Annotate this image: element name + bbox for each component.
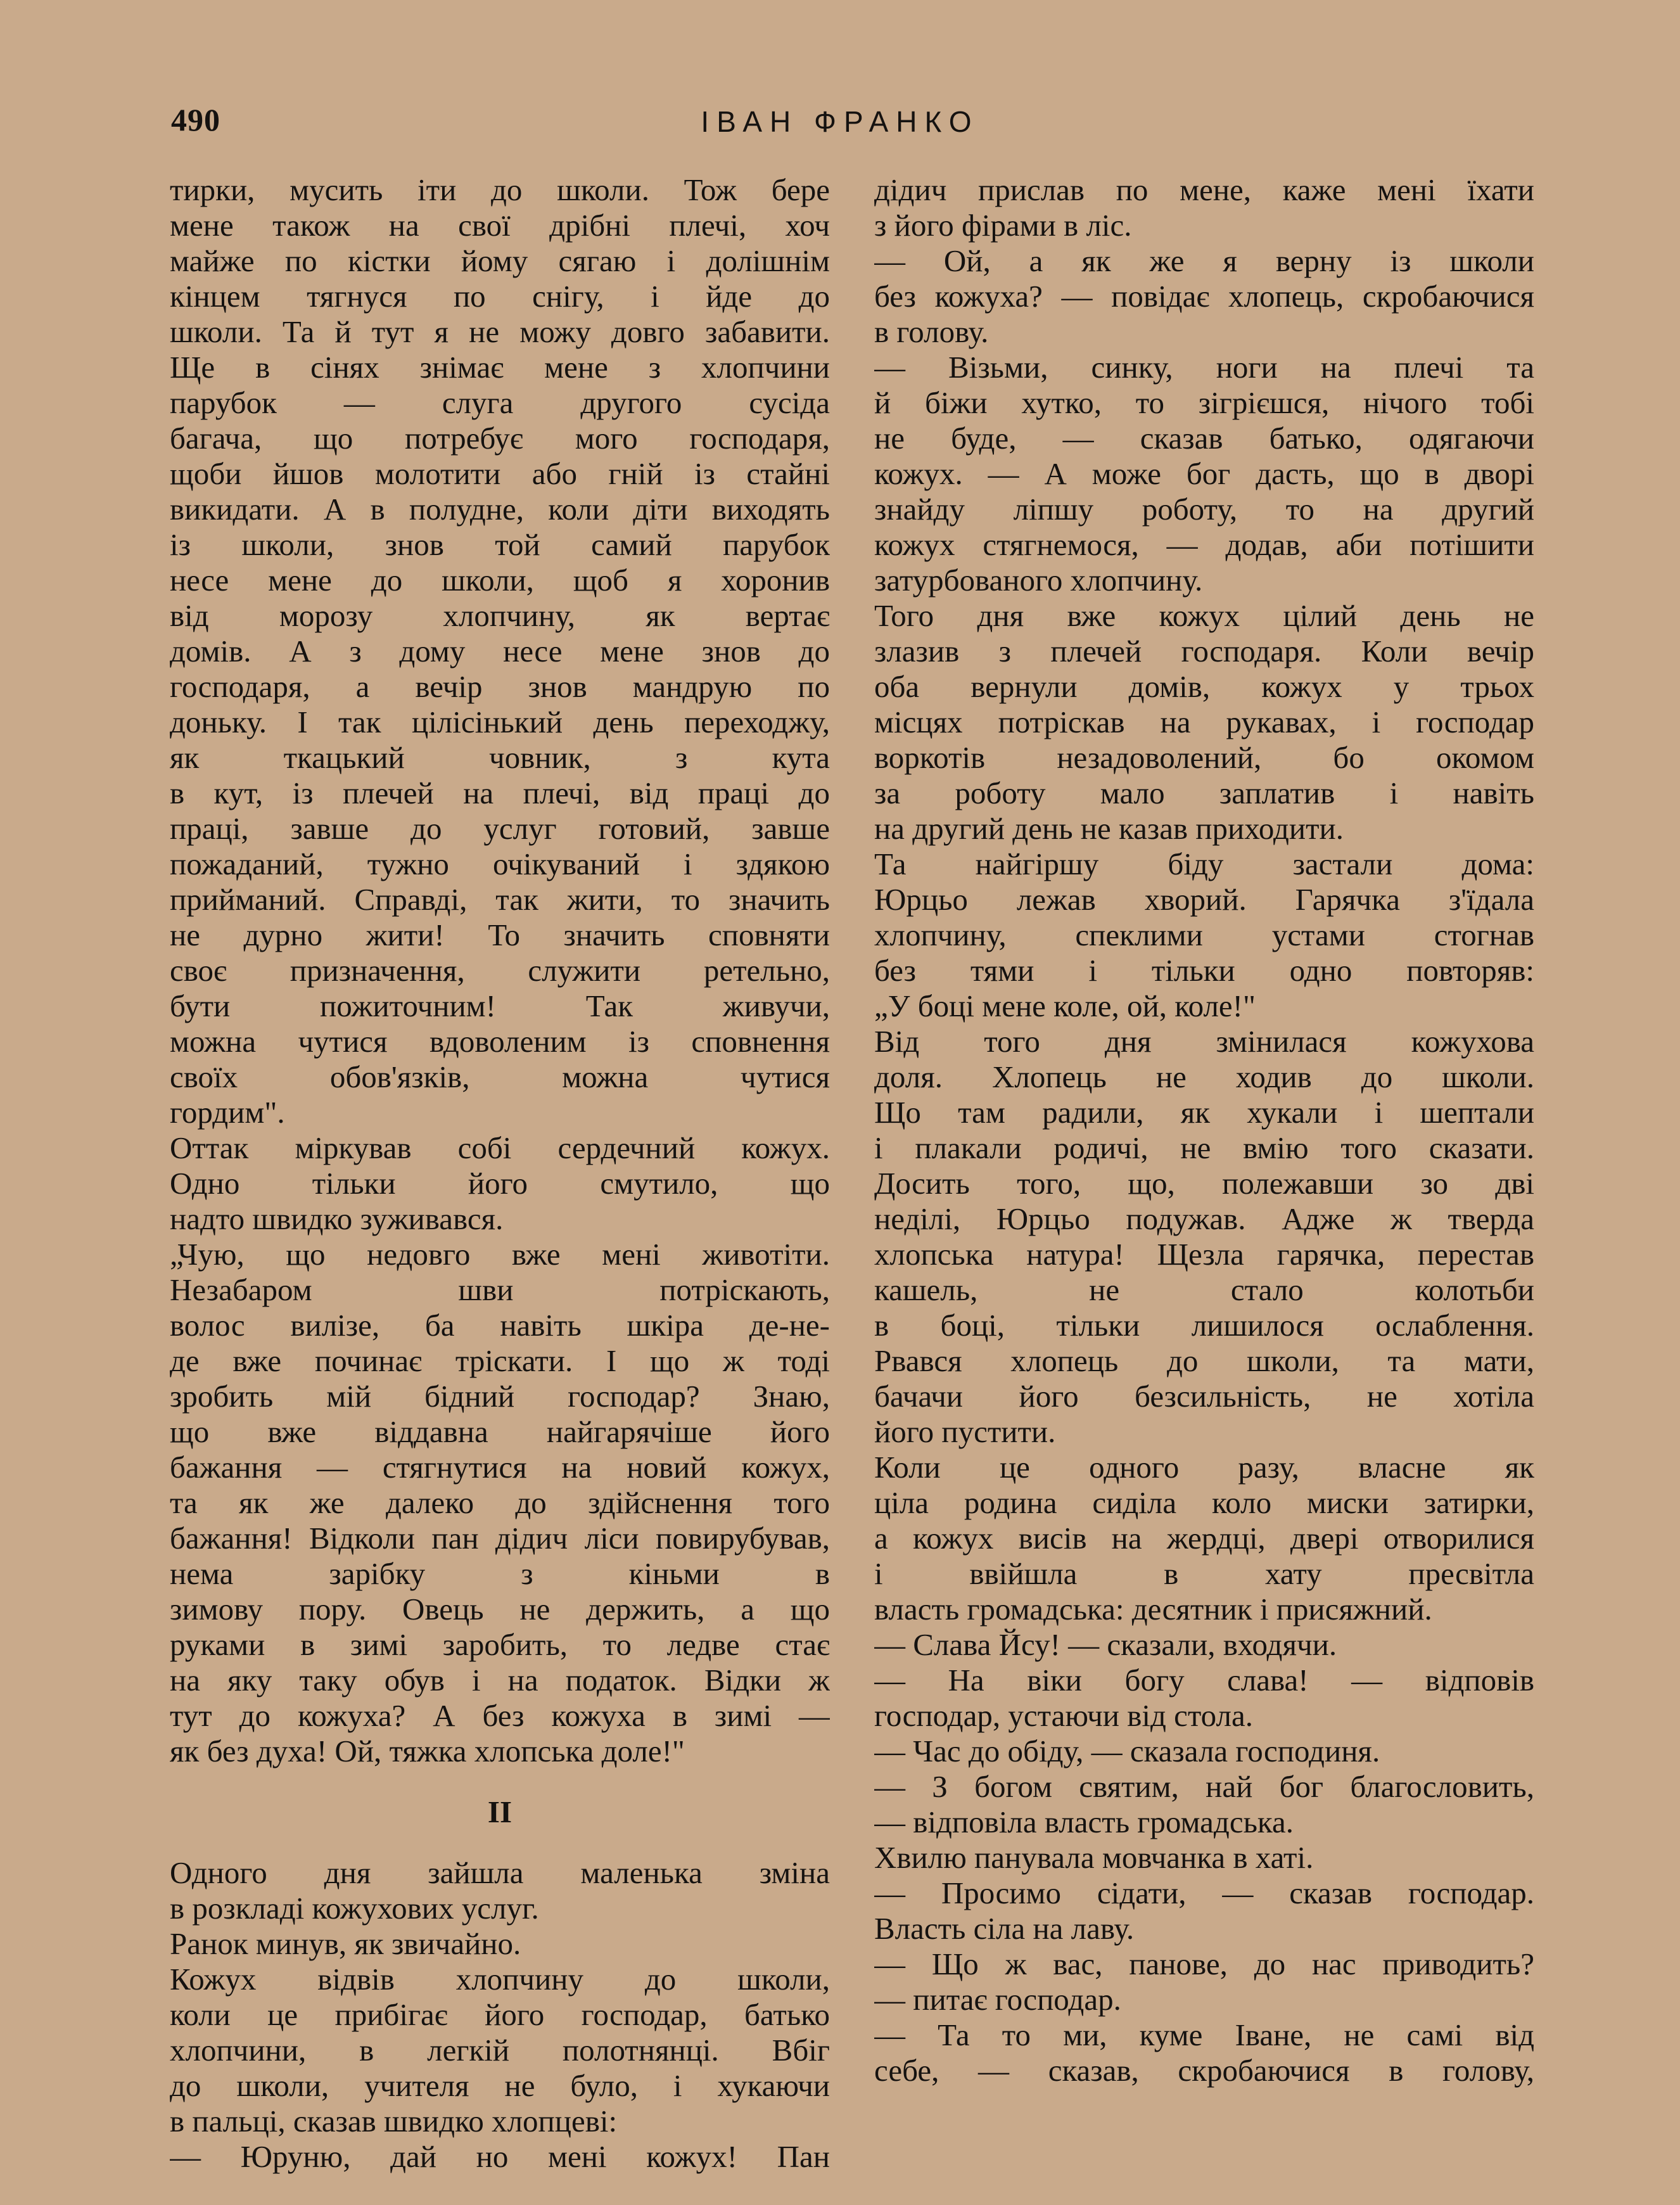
text-line: та як же далеко до здійснення того (170, 1485, 830, 1520)
text-line: в кут, із плечей на плечі, від праці до (170, 776, 830, 810)
text-line: без тями і тільки одно повторяв: (874, 953, 1534, 988)
text-line: Досить того, що, полежавши зо дві (874, 1166, 1534, 1201)
text-line: мене також на свої дрібні плечі, хоч (170, 208, 830, 243)
text-line: Та найгіршу біду застали дома: (874, 847, 1534, 881)
text-line: — Візьми, синку, ноги на плечі та (874, 350, 1534, 385)
text-line: надто швидко зуживався. (170, 1201, 504, 1236)
right-column (874, 172, 1534, 2088)
text-line: бачачи його безсильність, не хотіла (874, 1379, 1534, 1414)
text-line: бажання! Відколи пан дідич ліси повирубував, (170, 1521, 830, 1556)
text-line: — На віки богу слава! — відповів (874, 1663, 1534, 1697)
text-line: неділі, Юрцьо подужав. Адже ж тверда (874, 1201, 1534, 1236)
text-line: від морозу хлопчину, як вертає (170, 598, 830, 633)
text-line: пожаданий, тужно очікуваний і здякою (170, 847, 830, 881)
text-line: — Слава Йсу! — сказали, входячи. (874, 1627, 1337, 1662)
text-line: — відповіла власть громадська. (874, 1805, 1294, 1839)
text-line: до школи, учителя не було, і хукаючи (170, 2068, 830, 2103)
text-line: — питає господар. (874, 1982, 1121, 2017)
text-line: на яку таку обув і на податок. Відки ж (170, 1663, 830, 1697)
text-line: праці, завше до услуг готовий, завше (170, 811, 830, 846)
text-line: з його фірами в ліс. (874, 208, 1132, 243)
text-line: „Чую, що недовго вже мені животіти. (170, 1237, 830, 1272)
text-line: за роботу мало заплатив і навіть (874, 776, 1534, 810)
text-line: — Просимо сідати, — сказав господар. (874, 1876, 1534, 1910)
text-line: кашель, не стало колотьби (874, 1272, 1534, 1307)
text-line: можна чутися вдоволеним із сповнення (170, 1024, 830, 1059)
text-line: доньку. І так цілісінький день переходжу, (170, 705, 830, 739)
text-line: воркотів незадоволений, бо окомом (874, 740, 1534, 775)
text-line: не буде, — сказав батько, одягаючи (874, 421, 1534, 456)
text-line: оба вернули домів, кожух у трьох (874, 669, 1534, 704)
text-line: і ввійшла в хату пресвітла (874, 1556, 1534, 1591)
text-line: Незабаром шви потріскають, (170, 1272, 830, 1307)
text-line: із школи, знов той самий парубок (170, 527, 830, 562)
text-line: а кожух висів на жердці, двері отворилися (874, 1521, 1534, 1556)
text-line: руками в зимі заробить, то ледве стає (170, 1627, 830, 1662)
text-line: господар, устаючи від стола. (874, 1698, 1253, 1733)
text-line: на другий день не казав приходити. (874, 811, 1344, 846)
text-line: де вже починає тріскати. І що ж тоді (170, 1343, 830, 1378)
text-line: Коли це одного разу, власне як (874, 1450, 1534, 1485)
text-line: доля. Хлопець не ходив до школи. (874, 1059, 1534, 1094)
text-line: місцях потріскав на рукавах, і господар (874, 705, 1534, 739)
text-line: хлопчину, спеклими устами стогнав (874, 917, 1534, 952)
left-column-text (170, 172, 830, 1769)
text-line: Хвилю панувала мовчанка в хаті. (874, 1840, 1314, 1875)
text-line: зробить мій бідний господар? Знаю, (170, 1379, 830, 1414)
text-line: ціла родина сиділа коло миски затирки, (874, 1485, 1534, 1520)
running-title: ІВАН ФРАНКО (701, 105, 979, 138)
text-line: Оттак міркував собі сердечний кожух. (170, 1130, 830, 1165)
text-line: бути пожиточним! Так живучи, (170, 988, 830, 1023)
text-line: Одного дня зайшла маленька зміна (170, 1855, 830, 1890)
text-line: Від того дня змінилася кожухова (874, 1024, 1534, 1059)
text-line: волос вилізе, ба навіть шкіра де-не- (170, 1308, 830, 1343)
text-line: в боці, тільки лишилося ослаблення. (874, 1308, 1534, 1343)
text-line: власть громадська: десятник і присяжний. (874, 1592, 1432, 1627)
text-line: бажання — стягнутися на новий кожух, (170, 1450, 830, 1485)
text-line: не дурно жити! То значить сповняти (170, 917, 830, 952)
text-line: і плакали родичі, не вмію того сказати. (874, 1130, 1534, 1165)
text-line: знайду ліпшу роботу, то на другий (874, 492, 1534, 527)
text-line: зимову пору. Овець не держить, а що (170, 1592, 830, 1627)
right-column-text (874, 172, 1534, 2088)
text-line: — Юруню, дай но мені кожух! Пан (170, 2139, 830, 2174)
text-line: кожух стягнемося, — додав, аби потішити (874, 527, 1534, 562)
text-line: своїх обов'язків, можна чутися (170, 1059, 830, 1094)
text-line: гордим". (170, 1095, 285, 1130)
text-line: дідич прислав по мене, каже мені їхати (874, 172, 1534, 207)
text-line: кожух. — А може бог дасть, що в дворі (874, 456, 1534, 491)
section-heading: II (487, 1794, 512, 1829)
text-line: що вже віддавна найгарячіше його (170, 1414, 830, 1449)
text-line: злазив з плечей господаря. Коли вечір (874, 634, 1534, 668)
text-line: „У боці мене коле, ой, коле!" (874, 988, 1256, 1023)
text-line: — Що ж вас, панове, до нас приводить? (874, 1946, 1534, 1981)
text-line: Власть сіла на лаву. (874, 1911, 1135, 1946)
text-line: хлопчини, в легкій полотнянці. Вбіг (170, 2033, 830, 2068)
text-line: багача, що потребує мого господаря, (170, 421, 830, 456)
text-line: Рвався хлопець до школи, та мати, (874, 1343, 1534, 1378)
text-line: Одно тільки його смутило, що (170, 1166, 830, 1201)
text-line: як без духа! Ой, тяжка хлопська доле!" (170, 1734, 685, 1768)
text-line: коли це прибігає його господар, батько (170, 1997, 830, 2032)
text-line: господаря, а вечір знов мандрую по (170, 669, 830, 704)
text-line: Що там радили, як хукали і шептали (874, 1095, 1534, 1130)
text-line: в голову. (874, 314, 989, 349)
text-line: тирки, мусить іти до школи. Тож бере (170, 172, 830, 207)
text-line: затурбованого хлопчину. (874, 563, 1203, 598)
text-line: як ткацький човник, з кута (170, 740, 830, 775)
text-line: й біжи хутко, то зігрієшся, нічого тобі (874, 385, 1534, 420)
text-line: щоби йшов молотити або гній із стайні (170, 456, 830, 491)
text-line: — Час до обіду, — сказала господиня. (874, 1734, 1380, 1768)
text-line: нема зарібку з кіньми в (170, 1556, 830, 1591)
text-line: домів. А з дому несе мене знов до (170, 634, 830, 668)
text-line: парубок — слуга другого сусіда (170, 385, 830, 420)
text-line: — Ой, а як же я верну із школи (874, 243, 1534, 278)
text-line: в пальці, сказав швидко хлопцеві: (170, 2104, 618, 2138)
text-line: Ранок минув, як звичайно. (170, 1926, 521, 1961)
text-line: без кожуха? — повідає хлопець, скробаючися (874, 279, 1534, 314)
text-line: кінцем тягнуся по снігу, і йде до (170, 279, 830, 314)
text-line: себе, — сказав, скробаючися в голову, (874, 2053, 1534, 2088)
text-line: тут до кожуха? А без кожуха в зимі — (170, 1698, 830, 1733)
left-column-text-after-heading (170, 1855, 830, 2175)
text-line: — З богом святим, най бог благословить, (874, 1769, 1534, 1804)
text-line: Ще в сінях знімає мене з хлопчини (170, 350, 830, 385)
text-line: прийманий. Справді, так жити, то значить (170, 882, 830, 917)
left-column (170, 172, 830, 2175)
text-line: своє призначення, служити ретельно, (170, 953, 830, 988)
text-line: його пустити. (874, 1414, 1056, 1449)
text-line: викидати. А в полудне, коли діти виходять (170, 492, 830, 527)
text-line: майже по кістки йому сягаю і долішнім (170, 243, 830, 278)
text-line: Того дня вже кожух цілий день не (874, 598, 1534, 633)
text-line: Юрцьо лежав хворий. Гарячка з'їдала (874, 882, 1534, 917)
text-line: — Та то ми, куме Іване, не самі від (874, 2017, 1534, 2052)
page-number: 490 (171, 102, 220, 137)
text-line: хлопська натура! Щезла гарячка, перестав (874, 1237, 1534, 1272)
text-line: в розкладі кожухових услуг. (170, 1891, 539, 1926)
text-line: Кожух відвів хлопчину до школи, (170, 1962, 830, 1997)
text-line: несе мене до школи, щоб я хоронив (170, 563, 830, 598)
text-line: школи. Та й тут я не можу довго забавити. (170, 314, 830, 349)
